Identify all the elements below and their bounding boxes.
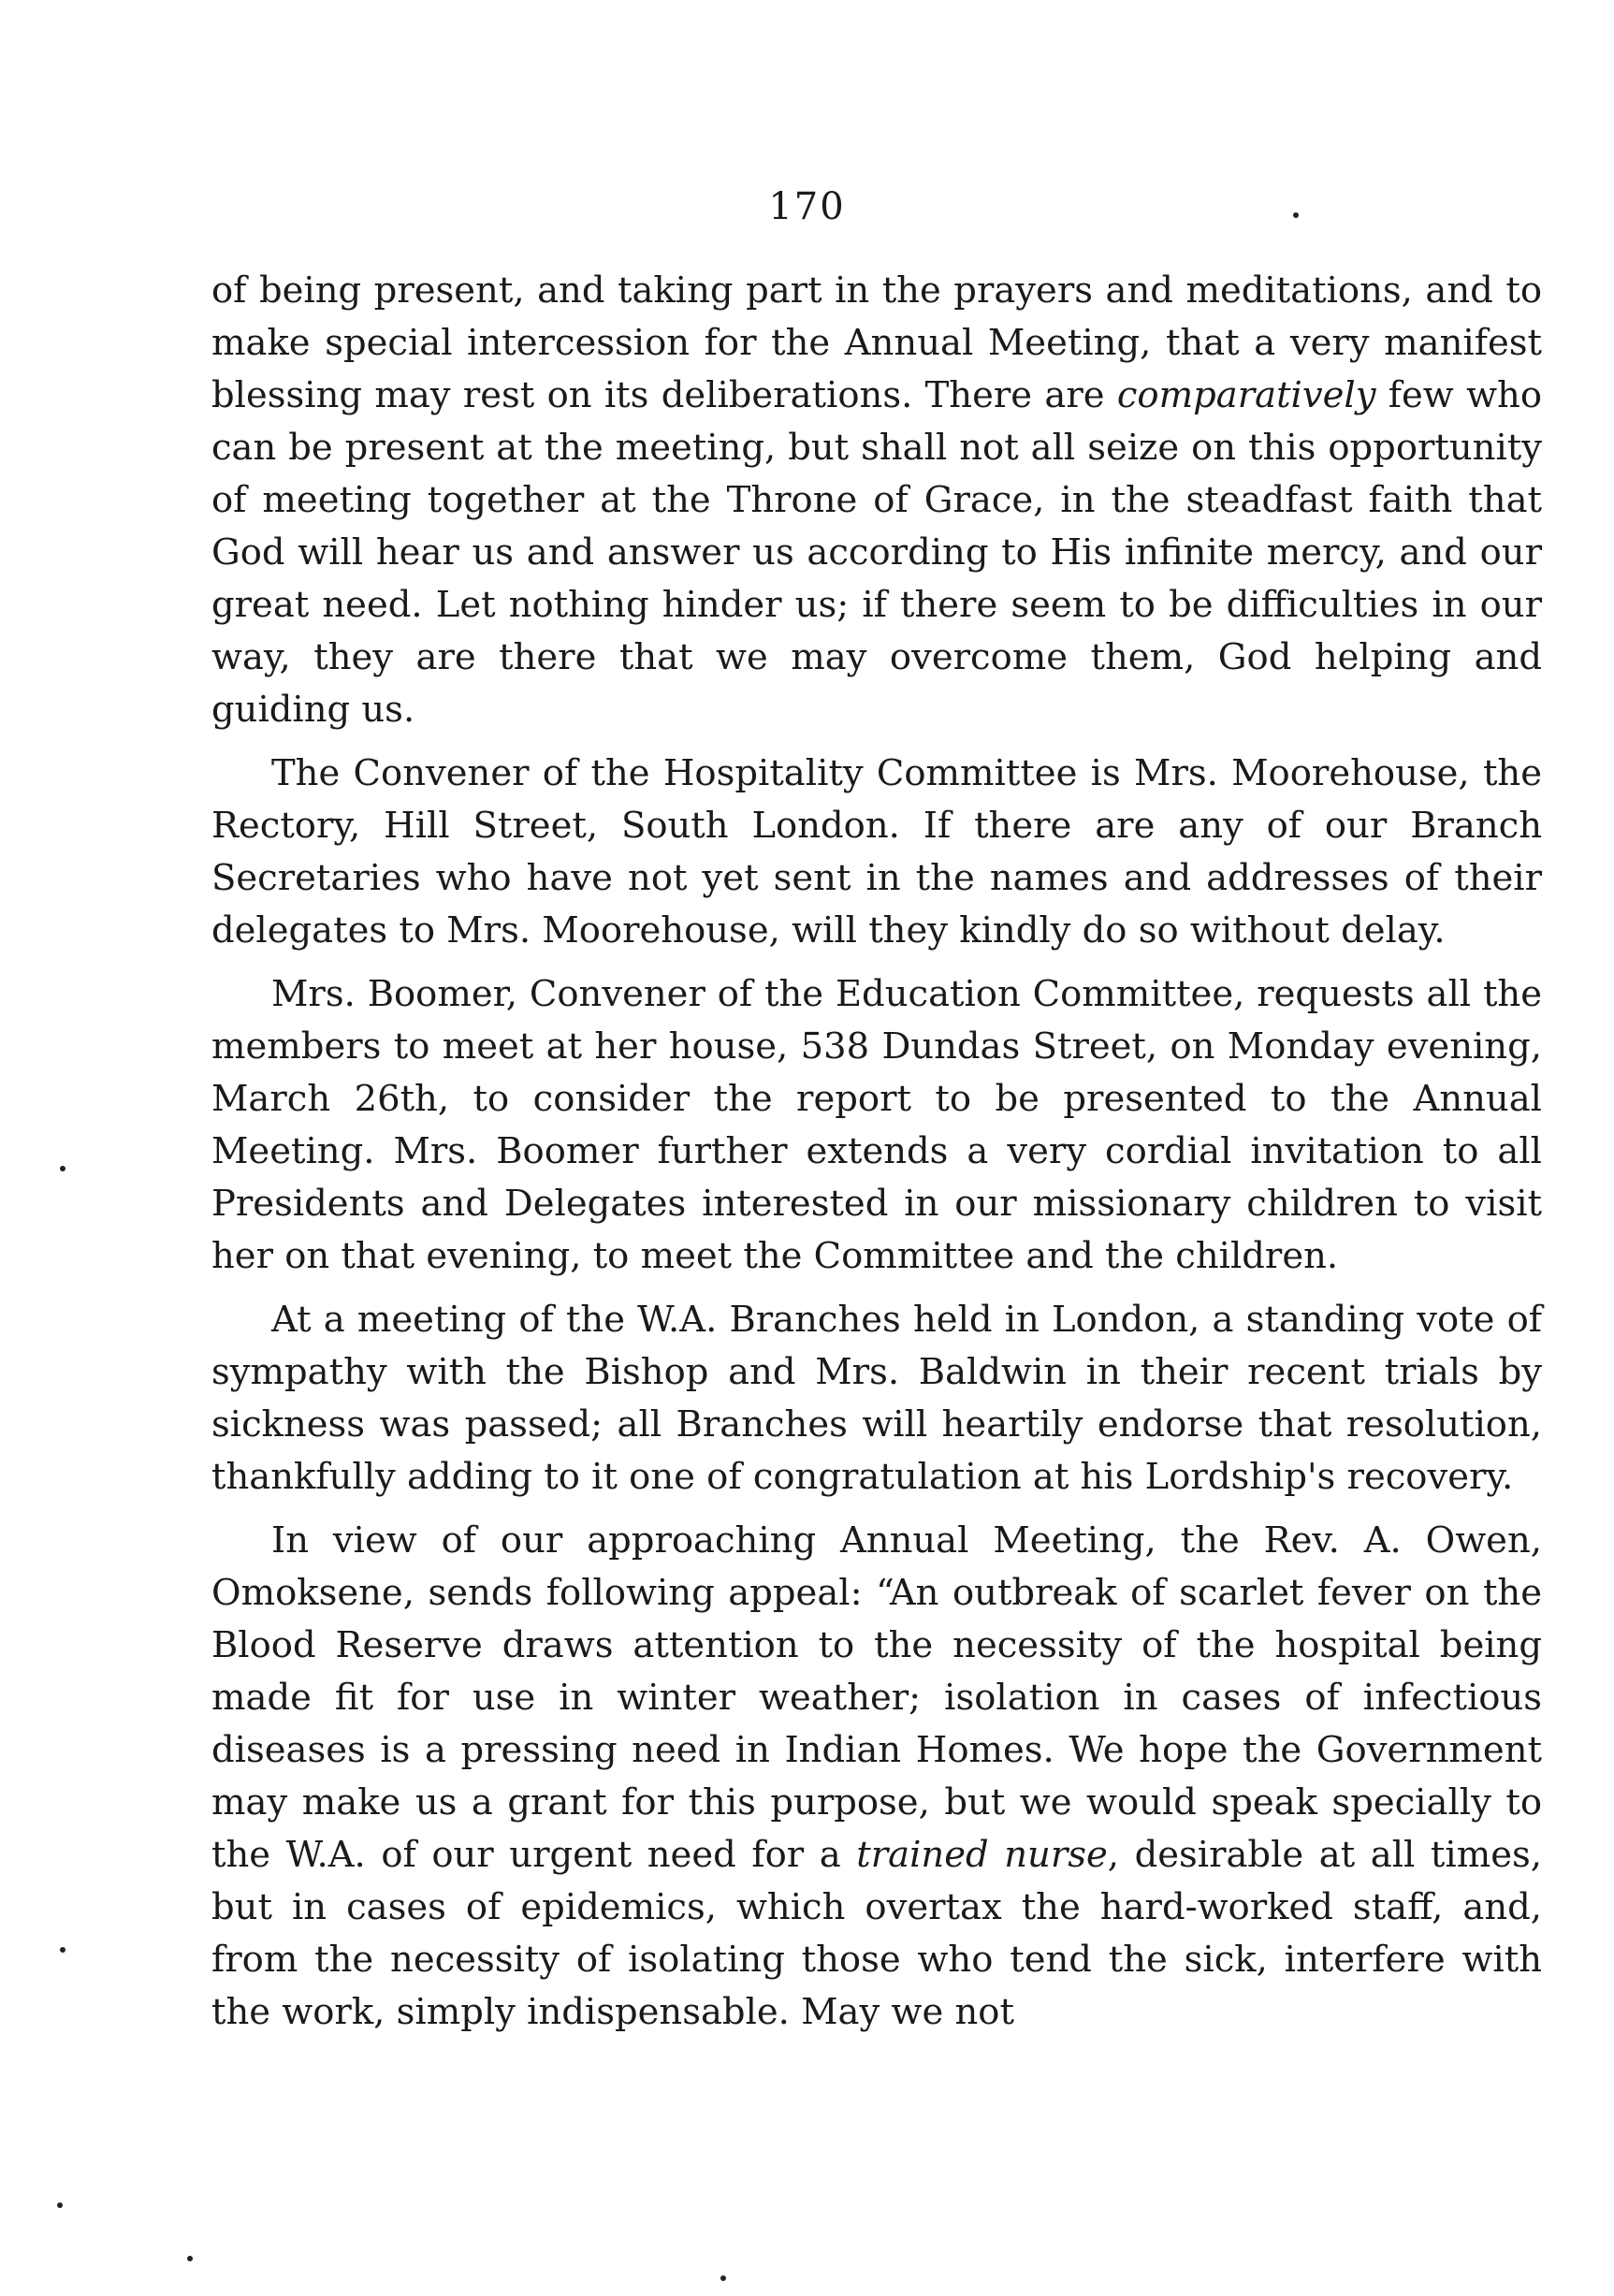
paragraph-appeal bbox=[211, 1515, 1542, 2039]
paragraph-continuation bbox=[211, 265, 1542, 736]
paragraph-sympathy bbox=[211, 1294, 1542, 1504]
margin-speck bbox=[187, 2256, 193, 2261]
italic-run: trained nurse bbox=[856, 1834, 1108, 1876]
paragraph-hospitality bbox=[211, 748, 1542, 957]
text-run: of being present, and taking part in the prayers and meditations, and to make special intercession for the Annual Meeting, that a very manifest blessing may rest on its deliberations. There are bbox=[211, 269, 1542, 416]
margin-speck bbox=[720, 2275, 726, 2281]
margin-speck bbox=[60, 1166, 65, 1171]
text-run: At a meeting of the W.A. Branches held in London, a standing vote of sympathy with the Bishop and Mrs. Baldwin in their recent trials by sickness was passed; all Branches will heartily endorse that resolution, thankfully adding to it one of congratulation at his Lordship's recovery. bbox=[211, 1299, 1542, 1498]
margin-speck bbox=[1293, 212, 1299, 218]
margin-speck bbox=[60, 1947, 65, 1953]
italic-run: comparatively bbox=[1116, 374, 1376, 416]
text-run: few who can be present at the meeting, but shall not all seize on this opportunity of meeting together at the Throne of Grace, in the steadfast faith that God will hear us and answer us according to His infinite mercy, and our great need. Let nothing hinder us; if there seem to be difficulties in our way, they are there that we may overcome them, God helping and guiding us. bbox=[211, 374, 1542, 731]
body-text bbox=[211, 265, 1542, 2039]
text-run: Mrs. Boomer, Convener of the Education Committee, requests all the members to meet at her house, 538 Dundas Street, on Monday evening, March 26th, to consider the report to be presented to the Annual Meeting. Mrs. Boomer further extends a very cordial invitation to all Presidents and Delegates interested in our missionary children to visit her on that evening, to meet the Committee and the children. bbox=[211, 973, 1542, 1277]
margin-speck bbox=[57, 2202, 63, 2208]
text-run: In view of our approaching Annual Meeting, the Rev. A. Owen, Omoksene, sends following appeal: “An outbreak of scarlet fever on the Blood Reserve draws attention to the necessity of the hospital being made fit for use in winter weather; isolation in cases of infectious diseases is a pressing need in Indian Homes. We hope the Government may make us a grant for this purpose, but we would speak specially to the W.A. of our urgent need for a bbox=[211, 1519, 1542, 1876]
text-run: The Convener of the Hospitality Committee is Mrs. Moorehouse, the Rectory, Hill Street, South London. If there are any of our Branch Secretaries who have not yet sent in the names and addresses of their delegates to Mrs. Moorehouse, will they kindly do so without delay. bbox=[211, 752, 1542, 952]
text-run: , desirable at all times, but in cases of epidemics, which overtax the hard-worked staff, and, from the necessity of isolating those who tend the sick, interfere with the work, simply indispensable. May we not bbox=[211, 1834, 1542, 2033]
paragraph-education bbox=[211, 968, 1542, 1283]
page-number: 170 bbox=[768, 185, 846, 228]
